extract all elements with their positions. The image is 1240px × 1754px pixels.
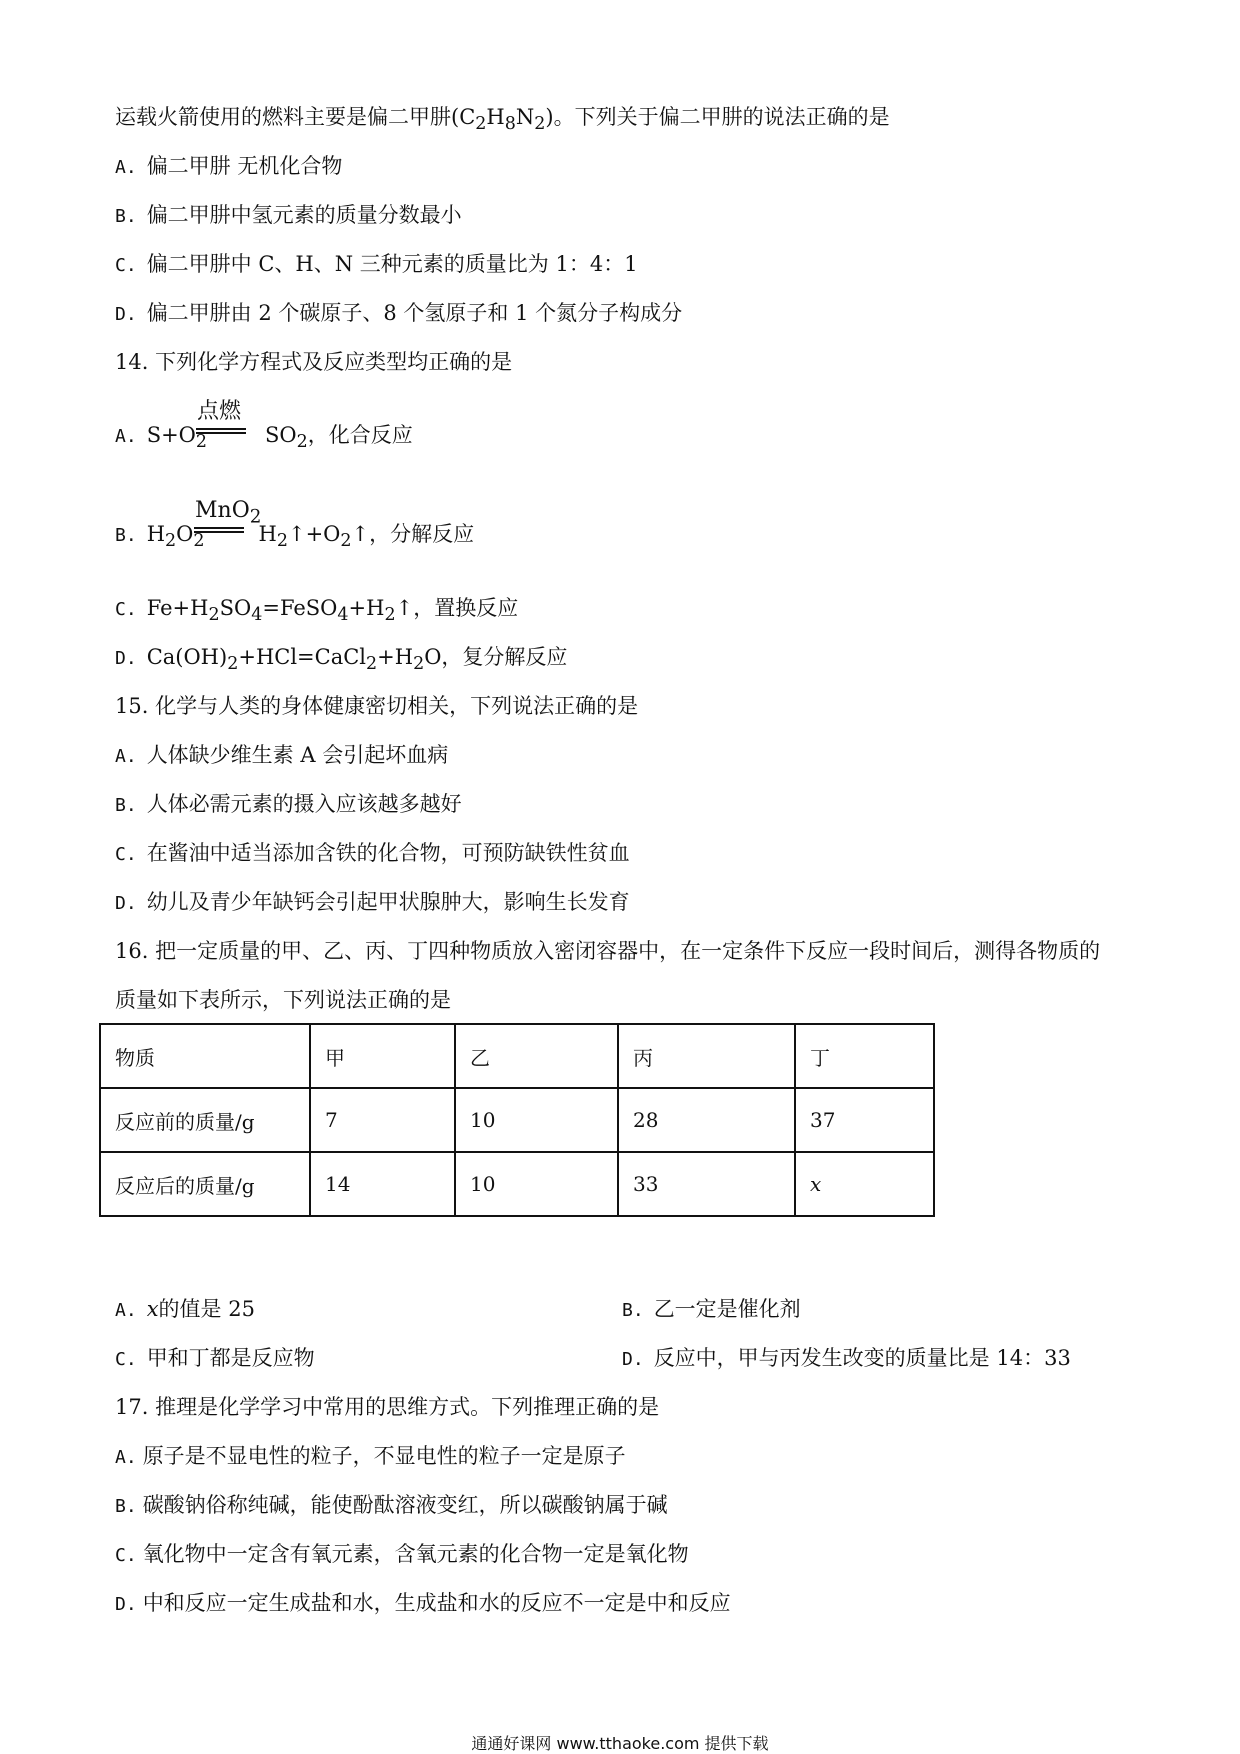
subscript: 2 bbox=[193, 531, 205, 552]
subscript: 2 bbox=[534, 114, 546, 135]
equation-part: ↑+O bbox=[287, 522, 341, 546]
option-text: 反应中，甲与丙发生改变的质量比是 14：33 bbox=[653, 1346, 1071, 1370]
option-letter: B. bbox=[115, 795, 137, 816]
subscript: 4 bbox=[251, 605, 263, 626]
subscript: 2 bbox=[340, 531, 352, 552]
option-text: 幼儿及青少年缺钙会引起甲状腺肿大，影响生长发育 bbox=[146, 890, 630, 914]
q16-option-c bbox=[115, 1344, 315, 1374]
option-letter: A. bbox=[115, 1447, 137, 1468]
table-row bbox=[100, 1088, 934, 1152]
option-letter: C. bbox=[115, 1545, 137, 1566]
reaction-condition: 点燃 bbox=[197, 399, 242, 424]
page-footer: 通通好课网 www.tthaoke.com 提供下载 bbox=[471, 1734, 769, 1753]
option-letter: D. bbox=[115, 648, 137, 669]
option-text: 偏二甲肼 无机化合物 bbox=[146, 154, 343, 178]
table-header-row bbox=[100, 1024, 934, 1088]
option-letter: D. bbox=[115, 1594, 137, 1615]
option-letter: B. bbox=[115, 1496, 137, 1517]
equation-part: Fe+H bbox=[146, 596, 209, 620]
table-cell: 7 bbox=[310, 1088, 455, 1152]
q13-stem bbox=[115, 103, 890, 138]
option-text: 原子是不显电性的粒子，不显电性的粒子一定是原子 bbox=[142, 1444, 626, 1468]
table-cell: 反应后的质量/g bbox=[100, 1152, 310, 1216]
q13-stem-part: )。下列关于偏二甲肼的说法正确的是 bbox=[545, 105, 890, 129]
catalyst-formula: MnO bbox=[195, 498, 250, 523]
q13-stem-part: 运载火箭使用的燃料主要是偏二甲肼(C bbox=[115, 105, 476, 129]
q13-stem-part: N bbox=[515, 105, 535, 129]
subscript: 2 bbox=[276, 531, 288, 552]
equation-part: O bbox=[176, 522, 194, 546]
table-cell: 14 bbox=[310, 1152, 455, 1216]
table-cell: x bbox=[795, 1152, 934, 1216]
subscript: 2 bbox=[384, 605, 396, 626]
subscript: 2 bbox=[249, 506, 262, 528]
subscript: 2 bbox=[227, 654, 239, 675]
table-cell: 10 bbox=[455, 1088, 618, 1152]
option-text: 中和反应一定生成盐和水，生成盐和水的反应不一定是中和反应 bbox=[142, 1591, 731, 1615]
table-header-cell: 乙 bbox=[455, 1024, 618, 1088]
option-letter: A. bbox=[115, 1300, 137, 1321]
option-text: 偏二甲肼中氢元素的质量分数最小 bbox=[146, 203, 462, 227]
q13-stem-part: H bbox=[486, 105, 505, 129]
option-text: 人体缺少维生素 A 会引起坏血病 bbox=[146, 743, 449, 767]
option-text: 在酱油中适当添加含铁的化合物，可预防缺铁性贫血 bbox=[146, 841, 630, 865]
option-letter: A. bbox=[115, 746, 137, 767]
option-letter: C. bbox=[115, 844, 137, 865]
table-header-cell: 甲 bbox=[310, 1024, 455, 1088]
equation-part: SO bbox=[265, 423, 297, 447]
variable-x: x bbox=[146, 1297, 159, 1321]
equation-part: Ca(OH) bbox=[146, 645, 228, 669]
equation-part: +HCl=CaCl bbox=[238, 645, 367, 669]
table-cell: 10 bbox=[455, 1152, 618, 1216]
q13-option-d bbox=[115, 299, 682, 329]
equation-part: +H bbox=[377, 645, 414, 669]
table-cell: 反应前的质量/g bbox=[100, 1088, 310, 1152]
subscript: 4 bbox=[337, 605, 349, 626]
equation-part: SO bbox=[219, 596, 252, 620]
subscript: 2 bbox=[475, 114, 487, 135]
table-header-cell: 丁 bbox=[795, 1024, 934, 1088]
equation-part: O，复分解反应 bbox=[424, 645, 568, 669]
equation-part: ↑，分解反应 bbox=[351, 522, 475, 546]
q16-option-d bbox=[622, 1344, 1071, 1374]
subscript: 2 bbox=[208, 605, 220, 626]
equation-part: H bbox=[146, 522, 166, 546]
q17-option-a bbox=[115, 1442, 626, 1472]
table-cell: 28 bbox=[618, 1088, 795, 1152]
equation-part: =FeSO bbox=[262, 596, 338, 620]
equation-part: ，化合反应 bbox=[307, 423, 413, 447]
q14-stem: 14. 下列化学方程式及反应类型均正确的是 bbox=[115, 350, 513, 374]
subscript: 2 bbox=[195, 432, 208, 453]
subscript: 2 bbox=[296, 432, 308, 453]
equation-part: ↑，置换反应 bbox=[395, 596, 519, 620]
option-text: 碳酸钠俗称纯碱，能使酚酞溶液变红，所以碳酸钠属于碱 bbox=[142, 1493, 668, 1517]
subscript: 2 bbox=[165, 531, 177, 552]
equation-part: H bbox=[258, 522, 277, 546]
option-letter: C. bbox=[115, 599, 137, 620]
option-text: 的值是 25 bbox=[158, 1297, 255, 1321]
q15-stem: 15. 化学与人类的身体健康密切相关，下列说法正确的是 bbox=[115, 694, 639, 718]
q13-option-b bbox=[115, 201, 462, 231]
q14-option-c bbox=[115, 594, 518, 629]
option-letter: B. bbox=[115, 206, 137, 227]
table-header-cell: 丙 bbox=[618, 1024, 795, 1088]
option-letter: D. bbox=[115, 304, 137, 325]
q17-stem: 17. 推理是化学学习中常用的思维方式。下列推理正确的是 bbox=[115, 1395, 660, 1419]
option-letter: D. bbox=[622, 1349, 644, 1370]
table-row bbox=[100, 1152, 934, 1216]
option-text: 偏二甲肼中 C、H、N 三种元素的质量比为 1：4：1 bbox=[146, 252, 638, 276]
option-letter: A. bbox=[115, 157, 137, 178]
option-letter: C. bbox=[115, 1349, 137, 1370]
q16-stem-line2: 质量如下表所示，下列说法正确的是 bbox=[115, 988, 451, 1012]
equation-part: S+O bbox=[146, 423, 196, 447]
option-letter: D. bbox=[115, 893, 137, 914]
subscript: 2 bbox=[413, 654, 425, 675]
q17-option-d bbox=[115, 1589, 731, 1619]
option-text: 乙一定是催化剂 bbox=[653, 1297, 801, 1321]
q15-option-d bbox=[115, 888, 630, 918]
q14-option-a bbox=[115, 421, 413, 456]
q15-option-b bbox=[115, 790, 462, 820]
option-text: 人体必需元素的摄入应该越多越好 bbox=[146, 792, 462, 816]
option-letter: A. bbox=[115, 426, 137, 447]
q14-option-b bbox=[115, 520, 474, 555]
table-header-cell: 物质 bbox=[100, 1024, 310, 1088]
mass-table bbox=[99, 1023, 935, 1217]
q13-option-c bbox=[115, 250, 638, 280]
q17-option-c bbox=[115, 1540, 689, 1570]
option-letter: B. bbox=[115, 525, 137, 546]
q16-option-b bbox=[622, 1295, 801, 1325]
option-letter: C. bbox=[115, 255, 137, 276]
option-text: 偏二甲肼由 2 个碳原子、8 个氢原子和 1 个氮分子构成分 bbox=[146, 301, 683, 325]
q15-option-c bbox=[115, 839, 630, 869]
table-cell: 37 bbox=[795, 1088, 934, 1152]
q16-stem-line1: 16. 把一定质量的甲、乙、丙、丁四种物质放入密闭容器中，在一定条件下反应一段时间后，测得各物质的 bbox=[115, 939, 1101, 963]
option-text: 甲和丁都是反应物 bbox=[146, 1346, 315, 1370]
q17-option-b bbox=[115, 1491, 668, 1521]
equation-part: +H bbox=[348, 596, 385, 620]
table-cell: 33 bbox=[618, 1152, 795, 1216]
q15-option-a bbox=[115, 741, 448, 771]
subscript: 2 bbox=[366, 654, 378, 675]
option-letter: B. bbox=[622, 1300, 644, 1321]
q14-option-d bbox=[115, 643, 567, 678]
subscript: 8 bbox=[504, 114, 516, 135]
q16-option-a bbox=[115, 1295, 255, 1325]
q13-option-a bbox=[115, 152, 342, 182]
option-text: 氧化物中一定含有氧元素，含氧元素的化合物一定是氧化物 bbox=[142, 1542, 689, 1566]
